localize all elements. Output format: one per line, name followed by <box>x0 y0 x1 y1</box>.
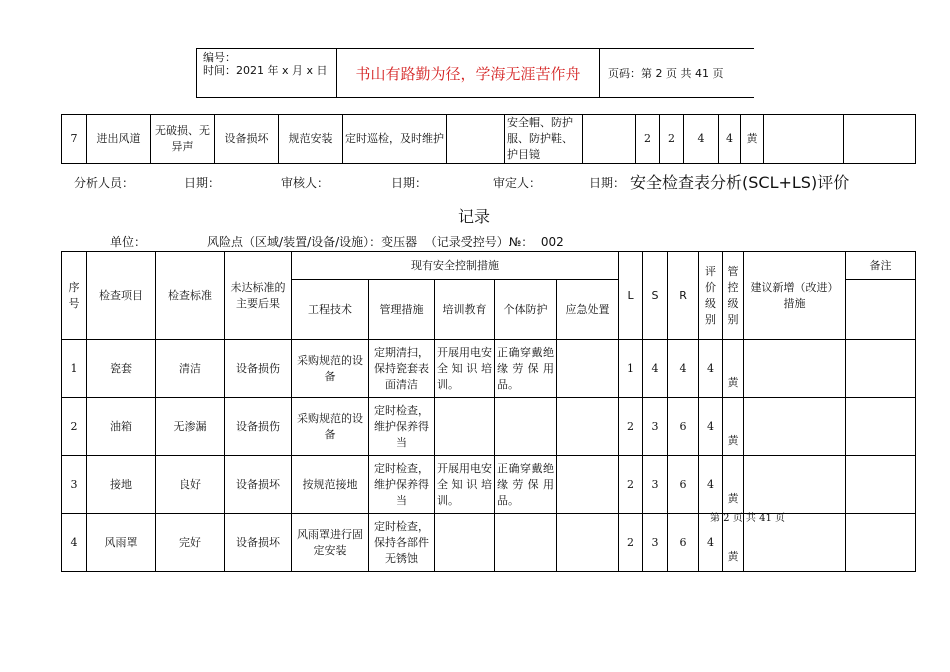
row-training: 开展用电安全知识培训。 <box>435 340 495 398</box>
row-training <box>435 514 495 572</box>
header-remark-blank <box>846 280 916 340</box>
reviewer-label: 审核人： <box>281 176 330 190</box>
row-result: 设备损伤 <box>225 340 292 398</box>
table-row <box>62 456 916 514</box>
row-training: 开展用电安全知识培训。 <box>435 456 495 514</box>
time-label: 时间：2021 年 x 月 x 日 <box>203 64 328 77</box>
prev-engineering: 规范安装 <box>279 115 343 164</box>
row-seq: 2 <box>62 398 87 456</box>
row-r: 6 <box>668 456 699 514</box>
checklist-table <box>61 251 916 572</box>
prev-ppe: 安全帽、防护服、防护鞋、护目镜 <box>505 115 583 164</box>
row-ppe: 正确穿戴绝缘劳保用品。 <box>495 456 557 514</box>
date-label-1: 日期： <box>184 176 221 190</box>
row-remark <box>846 514 916 572</box>
header-ppe: 个体防护 <box>495 280 557 340</box>
row-engineering: 采购规范的设备 <box>292 398 369 456</box>
row-result: 设备损伤 <box>225 398 292 456</box>
header-seq: 序号 <box>62 252 87 340</box>
prev-training <box>447 115 505 164</box>
row-seq: 1 <box>62 340 87 398</box>
row-engineering: 按规范接地 <box>292 456 369 514</box>
row-management: 定时检查，保持各部件无锈蚀 <box>369 514 435 572</box>
row-standard: 良好 <box>156 456 225 514</box>
header-remark: 备注 <box>846 252 916 280</box>
header-r: R <box>668 252 699 340</box>
unit-line: 单位： 风险点（区域/装置/设备/设施）：变压器 （记录受控号）№： 002 <box>110 235 564 249</box>
row-standard: 无渗漏 <box>156 398 225 456</box>
row-standard: 清洁 <box>156 340 225 398</box>
prev-s: 2 <box>660 115 684 164</box>
date-label-2: 日期： <box>391 176 428 190</box>
analyst-label: 分析人员： <box>74 176 135 190</box>
row-emergency <box>557 398 619 456</box>
header-training: 培训教育 <box>435 280 495 340</box>
prev-standard: 无破损、无异声 <box>151 115 215 164</box>
row-l: 2 <box>619 456 643 514</box>
row-emergency <box>557 456 619 514</box>
row-management: 定时检查，维护保养得当 <box>369 456 435 514</box>
row-eval: 4 <box>699 456 723 514</box>
page-title: 安全检查表分析(SCL+LS)评价 <box>630 173 850 192</box>
header-code-time <box>196 49 337 97</box>
row-suggest <box>744 398 846 456</box>
row-emergency <box>557 340 619 398</box>
prev-suggest <box>764 115 844 164</box>
header-l: L <box>619 252 643 340</box>
row-engineering: 风雨罩进行固定安装 <box>292 514 369 572</box>
prev-remark <box>844 115 916 164</box>
table-row <box>62 398 916 456</box>
row-result: 设备损坏 <box>225 514 292 572</box>
row-s: 3 <box>643 398 668 456</box>
row-l: 1 <box>619 340 643 398</box>
row-item: 瓷套 <box>87 340 156 398</box>
row-remark <box>846 398 916 456</box>
header-result: 未达标准的主要后果 <box>225 252 292 340</box>
header-emergency: 应急处置 <box>557 280 619 340</box>
header-s: S <box>643 252 668 340</box>
row-suggest <box>744 456 846 514</box>
row-s: 4 <box>643 340 668 398</box>
prev-emergency <box>583 115 636 164</box>
row-ppe <box>495 398 557 456</box>
row-eval: 4 <box>699 514 723 572</box>
row-remark <box>846 456 916 514</box>
row-result: 设备损坏 <box>225 456 292 514</box>
row-management: 定时检查，维护保养得当 <box>369 398 435 456</box>
row-r: 4 <box>668 340 699 398</box>
prev-ctrl: 黄 <box>741 115 764 164</box>
row-seq: 4 <box>62 514 87 572</box>
row-item: 风雨罩 <box>87 514 156 572</box>
row-standard: 完好 <box>156 514 225 572</box>
footer-page-number: 第 2 页 共 41 页 <box>710 513 785 524</box>
header-page-info: 页码：第 2 页 共 41 页 <box>599 49 754 97</box>
table-row <box>62 340 916 398</box>
document-header <box>196 48 754 98</box>
row-suggest <box>744 340 846 398</box>
row-r: 6 <box>668 514 699 572</box>
row-item: 油箱 <box>87 398 156 456</box>
row-ctrl: 黄 <box>723 340 744 398</box>
code-label: 编号： <box>203 51 236 64</box>
row-item: 接地 <box>87 456 156 514</box>
approver-label: 审定人： <box>493 176 542 190</box>
prev-l: 2 <box>636 115 660 164</box>
header-ctrl: 管控级别 <box>723 252 744 340</box>
row-s: 3 <box>643 456 668 514</box>
table-row <box>62 514 916 572</box>
page-title-continued: 记录 <box>458 207 491 226</box>
header-measures: 现有安全控制措施 <box>292 252 619 280</box>
row-s: 3 <box>643 514 668 572</box>
header-management: 管理措施 <box>369 280 435 340</box>
header-suggest: 建议新增（改进）措施 <box>744 252 846 340</box>
row-ppe: 正确穿戴绝缘劳保用品。 <box>495 340 557 398</box>
prev-item: 进出风道 <box>87 115 151 164</box>
row-ctrl: 黄 <box>723 398 744 456</box>
header-item: 检查项目 <box>87 252 156 340</box>
header-eval: 评价级别 <box>699 252 723 340</box>
header-motto: 书山有路勤为径，学海无涯苦作舟 <box>355 64 581 83</box>
row-engineering: 采购规范的设备 <box>292 340 369 398</box>
prev-eval: 4 <box>719 115 741 164</box>
prev-r: 4 <box>684 115 719 164</box>
row-l: 2 <box>619 398 643 456</box>
row-eval: 4 <box>699 398 723 456</box>
row-management: 定期清扫，保持瓷套表面清洁 <box>369 340 435 398</box>
date-label-3: 日期： <box>589 176 626 190</box>
header-standard: 检查标准 <box>156 252 225 340</box>
row-emergency <box>557 514 619 572</box>
row-ctrl: 黄 <box>723 514 744 572</box>
previous-row-table <box>61 114 916 164</box>
row-ctrl: 黄 <box>723 456 744 514</box>
prev-management: 定时巡检，及时维护 <box>343 115 447 164</box>
row-remark <box>846 340 916 398</box>
row-r: 6 <box>668 398 699 456</box>
row-eval: 4 <box>699 340 723 398</box>
row-seq: 3 <box>62 456 87 514</box>
row-l: 2 <box>619 514 643 572</box>
row-training <box>435 398 495 456</box>
row-ppe <box>495 514 557 572</box>
prev-seq: 7 <box>62 115 87 164</box>
prev-result: 设备损坏 <box>215 115 279 164</box>
header-engineering: 工程技术 <box>292 280 369 340</box>
